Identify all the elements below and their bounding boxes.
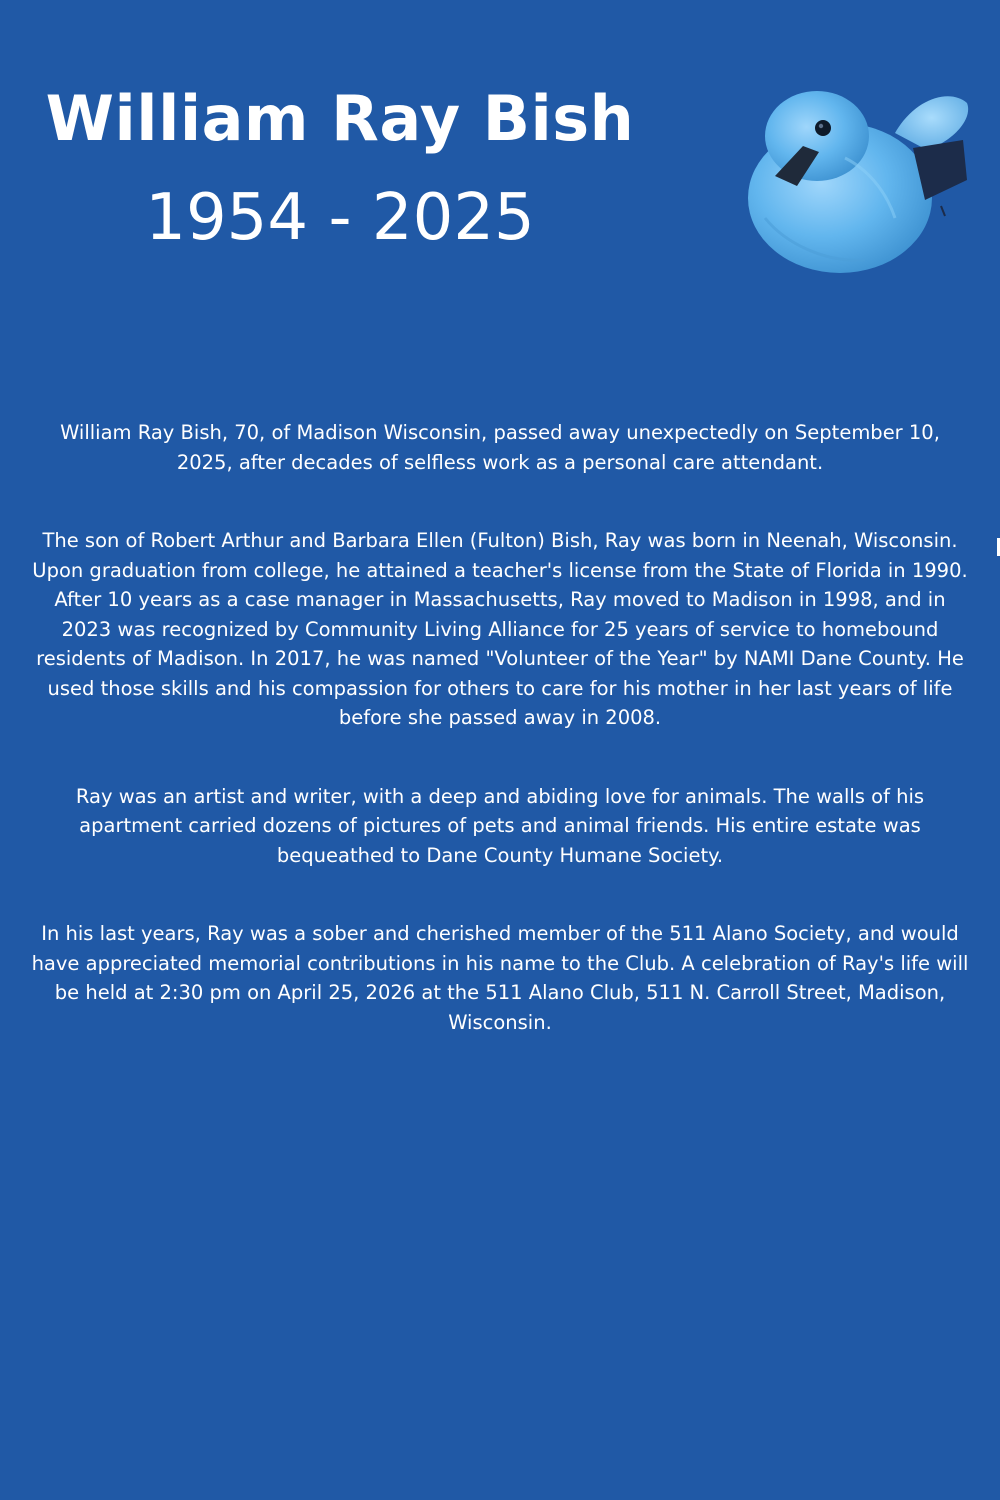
blue-bird-icon bbox=[745, 78, 975, 278]
paragraph-memorial: In his last years, Ray was a sober and cherished member of the 511 Alano Society, and would have appreciated memorial contributions in his name to the Club. A celebration of Ray's life will be held at 2:30 pm on April 25, 2026 at the 511 Alano Club, 511 N. Carroll Street, Madison, Wisconsin. bbox=[31, 922, 969, 1034]
blue-bird-plush-image bbox=[745, 78, 975, 278]
paragraph-intro: William Ray Bish, 70, of Madison Wisconsin, passed away unexpectedly on September 10, 2025, after decades of selfless work as a personal care attendant. bbox=[60, 421, 940, 474]
paragraph-interests: Ray was an artist and writer, with a deep and abiding love for animals. The walls of his apartment carried dozens of pictures of pets and animal friends. His entire estate was bequeathed to Dane County Humane Society. bbox=[75, 784, 925, 867]
deceased-name: William Ray Bish bbox=[45, 82, 635, 155]
life-dates: 1954 - 2025 bbox=[145, 181, 535, 255]
obituary-body bbox=[30, 418, 970, 1086]
paragraph-biography: The son of Robert Arthur and Barbara Ellen (Fulton) Bish, Ray was born in Neenah, Wisconsin. Upon graduation from college, he attained a teacher's license from the State of Florida in 1990. After 10 years as a case manager in Massachusetts, Ray moved to Madison in 1998, and in 2023 was recognized by Community Living Alliance for 25 years of service to homebound residents of Madison. In 2017, he was named "Volunteer of the Year" by NAMI Dane County. He used those skills and his compassion for others to care for his mother in her last years of life before she passed away in 2008. bbox=[32, 529, 968, 729]
